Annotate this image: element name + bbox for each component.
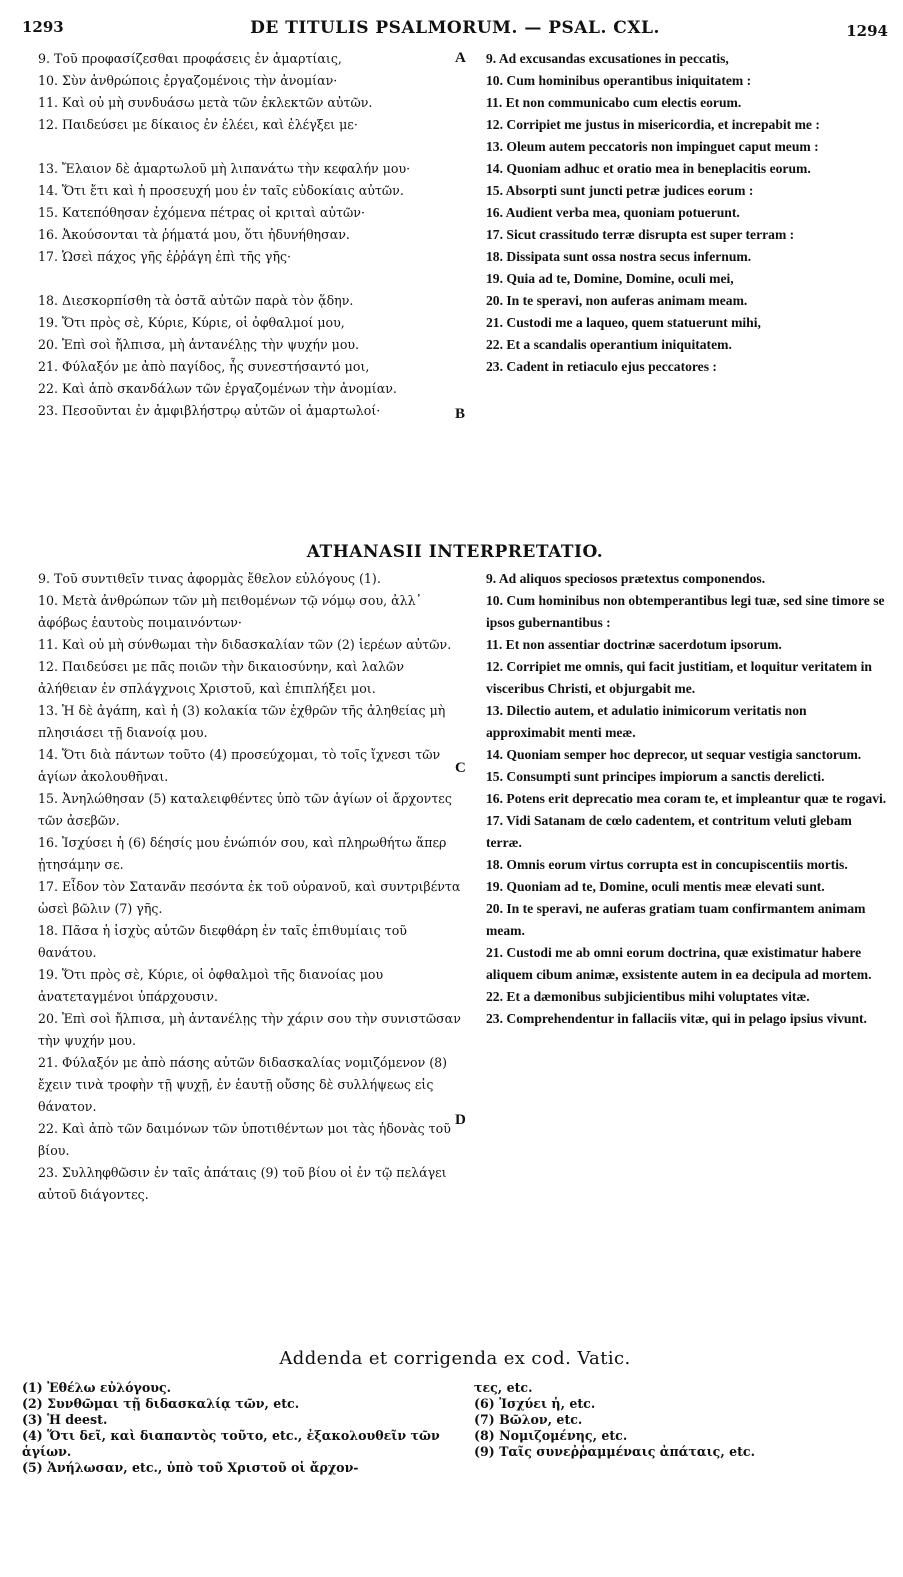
note-item: (5) Ἀνήλωσαν, etc., ὑπὸ τοῦ Χριστοῦ οἱ ἄρχον- (22, 1460, 359, 1475)
latin-verse: 17. Vidi Satanam de cœlo cadentem, et contritum veluti glebam terræ. (486, 813, 852, 850)
latin-verse: 11. Et non assentiar doctrinæ sacerdotum ipsorum. (486, 637, 782, 652)
greek-verse: 23. Συλληφθῶσιν ἐν ταῖς ἀπάταις (9) τοῦ βίου οἱ ἐν τῷ πελάγει αὐτοῦ διάγοντες. (38, 1165, 447, 1202)
running-header (22, 18, 888, 44)
latin-verse: 19. Quoniam ad te, Domine, oculi mentis meæ elevati sunt. (486, 879, 825, 894)
latin-verse: 10. Cum hominibus non obtemperantibus legi tuæ, sed sine timore se ipsos gubernantibus : (486, 593, 885, 630)
greek-verse: 18. Πᾶσα ἡ ἰσχὺς αὐτῶν διεφθάρη ἐν ταῖς ἐπιθυμίαις τοῦ θανάτου. (38, 923, 407, 960)
greek-verse: 11. Καὶ οὐ μὴ συνδυάσω μετὰ τῶν ἐκλεκτῶν αὐτῶν. (38, 95, 373, 110)
latin-verse: 15. Absorpti sunt juncti petræ judices eorum : (486, 183, 754, 198)
latin-verse: 18. Dissipata sunt ossa nostra secus infernum. (486, 249, 752, 264)
note-item: (2) Συνθῶμαι τῇ διδασκαλίᾳ τῶν, etc. (22, 1396, 300, 1411)
note-item: (1) Ἐθέλω εὐλόγους. (22, 1380, 172, 1395)
greek-verse: 20. Ἐπὶ σοὶ ἤλπισα, μὴ ἀντανέλῃς τὴν ψυχήν μου. (38, 337, 360, 352)
latin-verse: 17. Sicut crassitudo terræ disrupta est super terram : (486, 227, 795, 242)
latin-verse: 12. Corripiet me justus in misericordia, et increpabit me : (486, 117, 820, 132)
latin-verse: 9. Ad excusandas excusationes in peccatis, (486, 51, 729, 66)
greek-verse: 14. Ὅτι διὰ πάντων τοῦτο (4) προσεύχομαι, τὸ τοῖς ἴχνεσι τῶν ἁγίων ἀκολουθῆναι. (38, 747, 441, 784)
margin-letter-b: B (455, 406, 466, 422)
latin-verse: 11. Et non communicabo cum electis eorum. (486, 95, 742, 110)
greek-verse: 19. Ὅτι πρὸς σὲ, Κύριε, οἱ ὀφθαλμοὶ τῆς διανοίας μου ἀνατεταγμένοι ὑπάρχουσιν. (38, 967, 384, 1004)
greek-verse: 21. Φύλαξόν με ἀπὸ παγίδος, ἧς συνεστήσαντό μοι, (38, 359, 370, 374)
note-item: (3) Ἡ deest. (22, 1412, 108, 1427)
latin-verse: 22. Et a scandalis operantium iniquitatem. (486, 337, 732, 352)
greek-verse: 9. Τοῦ προφασίζεσθαι προφάσεις ἐν ἁμαρτίαις, (38, 51, 342, 66)
latin-verse: 13. Oleum autem peccatoris non impinguet caput meum : (486, 139, 819, 154)
greek-verse: 10. Σὺν ἀνθρώποις ἐργαζομένοις τὴν ἀνομίαν· (38, 73, 338, 88)
latin-verse: 18. Omnis eorum virtus corrupta est in concupiscentiis mortis. (486, 857, 848, 872)
latin-verse: 10. Cum hominibus operantibus iniquitatem : (486, 73, 752, 88)
latin-column (470, 568, 888, 1206)
latin-verse: 20. In te speravi, ne auferas gratiam tuam confirmantem animam meam. (486, 901, 866, 938)
greek-verse: 12. Παιδεύσει με πᾶς ποιῶν τὴν δικαιοσύνην, καὶ λαλῶν ἀλήθειαν ἐν σπλάγχνοις Χριστοῦ, καὶ ἐπιπλήξει μοι. (38, 659, 404, 696)
latin-verse: 21. Custodi me ab omni eorum doctrina, quæ existimatur habere aliquem cibum animæ, exsistente autem in ea decipula ad mortem. (486, 945, 872, 982)
note-item: (9) Ταῖς συνεῤῥαμμέναις ἀπάταις, etc. (474, 1444, 755, 1459)
notes-left-column (22, 1380, 462, 1476)
latin-verse: 19. Quia ad te, Domine, Domine, oculi mei, (486, 271, 734, 286)
notes-right-column (474, 1380, 884, 1460)
latin-verse: 23. Cadent in retiaculo ejus peccatores : (486, 359, 717, 374)
note-item: (4) Ὅτι δεῖ, καὶ διαπαντὸς τοῦτο, etc., ἐξακολουθεῖν τῶν ἁγίων. (22, 1428, 440, 1459)
greek-verse: 16. Ἰσχύσει ἡ (6) δέησίς μου ἐνώπιόν σου, καὶ πληρωθήτω ἅπερ ᾐτησάμην σε. (38, 835, 447, 872)
latin-verse: 13. Dilectio autem, et adulatio inimicorum veritatis non approximabit menti meæ. (486, 703, 807, 740)
greek-verse: 22. Καὶ ἀπὸ τῶν δαιμόνων τῶν ὑποτιθέντων μοι τὰς ἡδονὰς τοῦ βίου. (38, 1121, 451, 1158)
latin-verse: 9. Ad aliquos speciosos prætextus componendos. (486, 571, 766, 586)
greek-verse: 22. Καὶ ἀπὸ σκανδάλων τῶν ἐργαζομένων τὴν ἀνομίαν. (38, 381, 397, 396)
greek-column (22, 48, 462, 422)
margin-letter-a: A (455, 50, 466, 66)
greek-verse: 16. Ἀκούσονται τὰ ῥήματά μου, ὅτι ἠδυνήθησαν. (38, 227, 350, 242)
latin-verse: 12. Corripiet me omnis, qui facit justitiam, et loquitur veritatem in visceribus Christi, et objurgabit me. (486, 659, 872, 696)
page (22, 18, 888, 1568)
latin-verse: 20. In te speravi, non auferas animam meam. (486, 293, 748, 308)
latin-verse: 21. Custodi me a laqueo, quem statuerunt mihi, (486, 315, 761, 330)
greek-verse: 18. Διεσκορπίσθη τὰ ὀστᾶ αὐτῶν παρὰ τὸν ᾅδην. (38, 293, 354, 308)
greek-verse: 14. Ὅτι ἔτι καὶ ἡ προσευχή μου ἐν ταῖς εὐδοκίαις αὐτῶν. (38, 183, 404, 198)
greek-verse: 20. Ἐπὶ σοὶ ἤλπισα, μὴ ἀντανέλῃς τὴν χάριν σου τὴν συνιστῶσαν τὴν ψυχήν μου. (38, 1011, 461, 1048)
note-item: (6) Ἰσχύει ἡ, etc. (474, 1396, 596, 1411)
note-item: τες, etc. (474, 1380, 533, 1395)
latin-verse: 23. Comprehendentur in fallaciis vitæ, qui in pelago ipsius vivunt. (486, 1011, 867, 1026)
latin-verse: 16. Potens erit deprecatio mea coram te, et impleantur quæ te rogavi. (486, 791, 887, 806)
greek-verse: 15. Ἀνηλώθησαν (5) καταλειφθέντες ὑπὸ τῶν ἁγίων οἱ ἄρχοντες τῶν ἀσεβῶν. (38, 791, 452, 828)
greek-verse: 19. Ὅτι πρὸς σὲ, Κύριε, Κύριε, οἱ ὀφθαλμοί μου, (38, 315, 345, 330)
section-subheading: ATHANASII INTERPRETATIO. (306, 542, 604, 562)
interpretation-section (22, 568, 888, 1206)
greek-verse: 9. Τοῦ συντιθεῖν τινας ἀφορμὰς ἔθελον εὐλόγους (1). (38, 571, 381, 586)
greek-verse: 17. Ὡσεὶ πάχος γῆς ἐῤῥάγη ἐπὶ τῆς γῆς· (38, 249, 292, 264)
latin-verse: 14. Quoniam adhuc et oratio mea in beneplacitis eorum. (486, 161, 811, 176)
latin-verse: 15. Consumpti sunt principes impiorum a sanctis derelicti. (486, 769, 825, 784)
note-item: (8) Νομιζομένης, etc. (474, 1428, 628, 1443)
latin-column (470, 48, 888, 422)
greek-verse: 13. Ἔλαιον δὲ ἁμαρτωλοῦ μὴ λιπανάτω τὴν κεφαλήν μου· (38, 161, 411, 176)
latin-verse: 22. Et a dæmonibus subjicientibus mihi voluptates vitæ. (486, 989, 810, 1004)
greek-verse: 15. Κατεπόθησαν ἐχόμενα πέτρας οἱ κριταὶ αὐτῶν· (38, 205, 365, 220)
margin-letter-d: D (455, 1112, 466, 1128)
greek-column (22, 568, 462, 1206)
greek-verse: 23. Πεσοῦνται ἐν ἀμφιβλήστρῳ αὐτῶν οἱ ἁμαρτωλοί· (38, 403, 381, 418)
greek-verse: 11. Καὶ οὐ μὴ σύνθωμαι τὴν διδασκαλίαν τῶν (2) ἱερέων αὐτῶν. (38, 637, 452, 652)
latin-verse: 16. Audient verba mea, quoniam potuerunt. (486, 205, 740, 220)
running-title: DE TITULIS PSALMORUM. — PSAL. CXL. (250, 18, 660, 38)
greek-verse: 17. Εἶδον τὸν Σατανᾶν πεσόντα ἐκ τοῦ οὐρανοῦ, καὶ συντριβέντα ὡσεὶ βῶλιν (7) γῆς. (38, 879, 461, 916)
greek-verse: 12. Παιδεύσει με δίκαιος ἐν ἐλέει, καὶ ἐλέγξει με· (38, 117, 358, 132)
column-number-left: 1293 (22, 18, 64, 36)
addenda-title: Addenda et corrigenda ex cod. Vatic. (279, 1348, 631, 1369)
margin-letter-c: C (455, 760, 466, 776)
note-item: (7) Βῶλον, etc. (474, 1412, 583, 1427)
greek-verse: 10. Μετὰ ἀνθρώπων τῶν μὴ πειθομένων τῷ νόμῳ σου, ἀλλ᾽ ἀφόβως ἑαυτοὺς ποιμαινόντων· (38, 593, 422, 630)
column-number-right: 1294 (846, 22, 888, 40)
greek-verse: 21. Φύλαξόν με ἀπὸ πάσης αὐτῶν διδασκαλίας νομιζόμενον (8) ἔχειν τινὰ τροφὴν τῇ ψυχῇ, ἐν ἑαυτῇ οὔσης δὲ συλλήψεως εἰς θάνατον. (38, 1055, 448, 1114)
greek-verse: 13. Ἡ δὲ ἀγάπη, καὶ ἡ (3) κολακία τῶν ἐχθρῶν τῆς ἀληθείας μὴ πλησιάσει τῇ διανοίᾳ μου. (38, 703, 446, 740)
psalm-text-section (22, 48, 888, 422)
latin-verse: 14. Quoniam semper hoc deprecor, ut sequar vestigia sanctorum. (486, 747, 862, 762)
